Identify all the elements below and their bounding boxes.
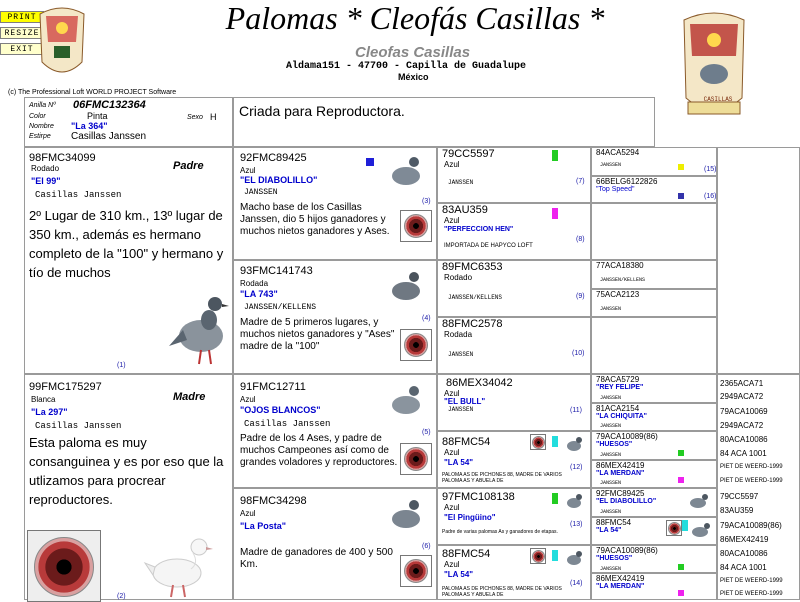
- g4-strain: JANSSEN: [600, 306, 622, 312]
- pigeon-photo-icon: [690, 520, 714, 540]
- g4-ring: 84ACA5294: [596, 148, 640, 157]
- ggp-color: Azul: [444, 389, 460, 398]
- color-marker-icon: [678, 564, 684, 570]
- gp-num: (5): [422, 429, 431, 436]
- ggp-ring: 83AU359: [442, 204, 488, 216]
- eye-photo-frame: [400, 443, 432, 475]
- ggp-color: Azul: [444, 216, 460, 225]
- owner-address: Aldama151 - 47700 - Capilla de Guadalupe: [286, 61, 527, 72]
- ggp-name: "LA 54": [444, 458, 474, 467]
- g4-ring: 79ACA10089(86): [596, 546, 658, 555]
- sex-label: Sexo: [187, 114, 203, 121]
- g5-ring: 79ACA10069: [720, 407, 768, 416]
- g4-name: "LA MERDAN": [596, 470, 645, 477]
- g4-name: "LA CHIQUITA": [596, 413, 647, 420]
- eye-photo-frame: [27, 530, 101, 602]
- gp-description: Madre de ganadores de 400 y 500 Km.: [240, 547, 393, 570]
- g5-ring: 80ACA10086: [720, 435, 768, 444]
- g5-ring: 84 ACA 1001: [720, 563, 767, 572]
- g4-ring: 77ACA18380: [596, 261, 644, 270]
- gp-name: "EL DIABOLILLO": [240, 175, 318, 185]
- color-marker-icon: [678, 164, 684, 170]
- gp-num: (6): [422, 543, 431, 550]
- g4-name: "LA MERDAN": [596, 583, 645, 590]
- gp-3-box: [233, 374, 437, 488]
- g4-4-box: [591, 289, 717, 317]
- ggp-7-box: [437, 488, 591, 545]
- color-marker-icon: [678, 450, 684, 456]
- g5-ring: 79CC5597: [720, 492, 759, 501]
- color-marker-icon: [552, 436, 558, 447]
- g4-ring: 79ACA10089(86): [596, 432, 658, 441]
- g4-num: (15): [704, 166, 717, 173]
- eye-photo-frame: [400, 329, 432, 361]
- g5-ring: PIET DE WEERD-1999: [720, 464, 783, 470]
- ggp-num: (9): [576, 293, 585, 300]
- g5-ring: 79ACA10089(86): [720, 521, 782, 530]
- left-crest-icon: [32, 2, 92, 84]
- ggp-strain: Padre de varias palomas As y ganadores de etapas.: [442, 529, 558, 535]
- color-marker-icon: [552, 208, 558, 219]
- gp-num: (3): [422, 198, 431, 205]
- ggp-ring: 88FMC2578: [442, 318, 503, 330]
- ggp-num: (14): [570, 580, 583, 587]
- gp-color: Rodada: [240, 279, 269, 288]
- mother-color: Blanca: [31, 395, 56, 404]
- gp-color: Azul: [240, 509, 256, 518]
- g4-ring: 78ACA5729: [596, 375, 640, 384]
- g4-ring: 66BELG6122826: [596, 177, 658, 186]
- gp-color: Azul: [240, 166, 256, 175]
- mother-num: (2): [117, 593, 126, 600]
- ggp-color: Azul: [444, 160, 460, 169]
- g5-ring: 80ACA10086: [720, 549, 768, 558]
- g4-12-box: [591, 573, 717, 600]
- pigeon-photo-icon: [688, 491, 712, 511]
- subject-strain: Casillas Janssen: [71, 131, 147, 142]
- ggp-name: "EL BULL": [444, 397, 486, 406]
- g5-ring: 2949ACA72: [720, 421, 764, 430]
- g5-ring: PIET DE WEERD-1999: [720, 478, 783, 484]
- ggp-num: (13): [570, 521, 583, 528]
- ggp-ring: 88FMC54: [442, 548, 491, 560]
- ggp-ring: 97FMC108138: [442, 491, 515, 503]
- ggp-color: Rodada: [444, 330, 473, 339]
- ggp-strain: JANSSEN: [448, 406, 474, 413]
- mother-description: Esta paloma es muy consanguinea y es por eso que la utlizamos para procrear reproductores.: [29, 435, 224, 507]
- owner-country: México: [398, 72, 429, 82]
- eye-photo-frame: [400, 555, 432, 587]
- eye-icon: [34, 537, 94, 597]
- father-num: (1): [117, 362, 126, 369]
- g4-ring: 75ACA2123: [596, 290, 640, 299]
- g4-8-box: [591, 460, 717, 488]
- ggp-3-box: [437, 260, 591, 317]
- eye-icon: [404, 333, 428, 357]
- subject-note: Criada para Reproductora.: [239, 103, 405, 119]
- gp-name: "LA 743": [240, 289, 278, 299]
- ggp-ring: 86MEX34042: [446, 377, 513, 389]
- gp-4-box: [233, 488, 437, 600]
- g4-name: "HUESOS": [596, 555, 633, 562]
- ggp-num: (11): [570, 407, 582, 414]
- color-marker-icon: [552, 550, 558, 561]
- g4-10-box: [591, 517, 717, 545]
- g4-ring: 81ACA2154: [596, 404, 640, 413]
- right-crest-icon: [680, 10, 748, 130]
- g5-ring: PIET DE WEERD-1999: [720, 591, 783, 597]
- eye-icon: [404, 447, 428, 471]
- ggp-ring: 89FMC6353: [442, 261, 503, 273]
- ggp-name: "PERFECCION HEN": [444, 226, 514, 233]
- gp-name: "La Posta": [240, 521, 287, 531]
- ggp-name: "El Pingüino": [444, 513, 496, 522]
- gp-strain: JANSSEN/KELLENS: [244, 303, 317, 312]
- gp-ring: 91FMC12711: [240, 381, 306, 393]
- gp-strain: Casillas Janssen: [244, 419, 331, 429]
- g4-11-box: [591, 545, 717, 573]
- g4-strain: JANSSEN: [600, 162, 622, 168]
- ggp-8-box: [437, 545, 591, 600]
- color-marker-icon: [678, 477, 684, 483]
- crest-text: CASILLAS: [703, 96, 733, 103]
- eye-photo-frame: [530, 434, 546, 450]
- ggp-ring: 88FMC54: [442, 436, 491, 448]
- g4-name: "HUESOS": [596, 441, 633, 448]
- print-button[interactable]: PRINT: [0, 11, 44, 23]
- g4-2-box: [591, 176, 717, 203]
- g4-ring: 92FMC89425: [596, 489, 645, 498]
- ggp-4-box: [437, 317, 591, 374]
- gp-num: (4): [422, 315, 431, 322]
- strain-label: Estirpe: [29, 133, 51, 140]
- color-marker-icon: [678, 590, 684, 596]
- pigeon-photo-icon: [165, 288, 233, 370]
- ggp-strain: PALOMA AS DE PICHONES 88, MADRE DE VARIOS PALOMA AS Y ABUELA DE: [442, 472, 562, 484]
- name-label: Nombre: [29, 123, 54, 130]
- pigeon-photo-icon: [384, 150, 428, 194]
- subject-color: Pinta: [87, 111, 108, 121]
- father-description: 2º Lugar de 310 km., 13º lugar de 350 km., además es hermano completo de la "100" y hermano y tío de muchos: [29, 208, 224, 280]
- page-title: Palomas * Cleofás Casillas *: [225, 0, 605, 36]
- ggp-strain: PALOMA AS DE PICHONES 88, MADRE DE VARIOS PALOMA AS Y ABUELA DE: [442, 586, 562, 598]
- g5-ring: 2365ACA71: [720, 379, 764, 388]
- ggp-num: (8): [576, 236, 585, 243]
- g4-strain: JANSSEN: [600, 509, 622, 515]
- subject-note-box: [233, 97, 655, 147]
- gp-2-box: [233, 260, 437, 374]
- subject-name: "La 364": [71, 121, 108, 131]
- ggp-color: Azul: [444, 560, 460, 569]
- g5-column: [717, 374, 800, 600]
- subject-sex: H: [210, 112, 217, 122]
- eye-photo-frame: [530, 548, 546, 564]
- ggp-num: (7): [576, 178, 585, 185]
- pigeon-photo-icon: [564, 491, 586, 511]
- g4-ring: 88FMC54: [596, 518, 632, 527]
- g4-name: "LA 54": [596, 527, 622, 534]
- ggp-color: Azul: [444, 448, 460, 457]
- g4-1-box: [591, 147, 717, 176]
- g4-name: "EL DIABOLILLO": [596, 498, 657, 505]
- eye-photo-frame: [666, 520, 682, 536]
- eye-icon: [404, 559, 428, 583]
- pigeon-photo-icon: [564, 548, 586, 568]
- gp-ring: 93FMC141743: [240, 265, 313, 277]
- g4-empty-box: [591, 317, 717, 374]
- g4-7-box: [591, 431, 717, 460]
- g5-ring: PIET DE WEERD-1999: [720, 578, 783, 584]
- ggp-6-box: [437, 431, 591, 488]
- subject-box: [24, 97, 233, 147]
- gp-ring: 92FMC89425: [240, 152, 307, 164]
- gp-ring: 98FMC34298: [240, 495, 307, 507]
- g4-ring: 86MEX42419: [596, 574, 645, 583]
- ggp-2-box: [437, 203, 591, 260]
- g5-ring: 83AU359: [720, 506, 754, 515]
- eye-icon: [532, 436, 545, 449]
- pigeon-photo-icon: [384, 265, 428, 309]
- gp-description: Macho base de los Casillas Janssen, dio 5 hijos ganadores y muchos nietos ganadores y Ases.: [240, 202, 390, 237]
- gp-color: Azul: [240, 395, 256, 404]
- g4-strain: JANSSEN: [600, 395, 622, 401]
- g4-ring: 86MEX42419: [596, 461, 645, 470]
- g5-ring: 84 ACA 1001: [720, 449, 767, 458]
- father-name: "El 99": [31, 176, 61, 186]
- pigeon-photo-icon: [384, 379, 428, 423]
- g4-strain: JANSSEN: [600, 452, 622, 458]
- mother-role: Madre: [173, 391, 206, 403]
- gp-strain: JANSSEN: [244, 188, 278, 197]
- g4-strain: JANSSEN/KELLENS: [600, 277, 646, 283]
- white-pigeon-photo-icon: [143, 523, 221, 601]
- g4-9-box: [591, 488, 717, 517]
- mother-ring: 99FMC175297: [29, 381, 102, 393]
- father-box: [24, 147, 233, 374]
- father-color: Rodado: [31, 164, 60, 173]
- g4-strain: JANSSEN: [600, 480, 622, 486]
- subject-ring: 06FMC132364: [73, 99, 146, 111]
- father-ring: 98FMC34099: [29, 152, 96, 164]
- ggp-5-box: [437, 374, 591, 431]
- g4-strain: JANSSEN: [600, 566, 622, 572]
- mother-box: [24, 374, 233, 600]
- copyright-text: (c) The Professional Loft WORLD PROJECT Software: [8, 89, 177, 96]
- color-marker-icon: [366, 158, 374, 166]
- eye-icon: [668, 522, 681, 535]
- g4-name: "Top Speed": [596, 186, 635, 193]
- gp-name: "OJOS BLANCOS": [240, 405, 321, 415]
- ggp-color: Rodado: [444, 273, 473, 282]
- ggp-strain: IMPORTADA DE HAPYCO LOFT: [444, 243, 533, 249]
- g4-strain: JANSSEN: [600, 423, 622, 429]
- color-marker-icon: [678, 193, 684, 199]
- pigeon-photo-icon: [384, 493, 428, 537]
- eye-photo-frame: [400, 210, 432, 242]
- owner-name: Cleofas Casillas: [355, 44, 471, 61]
- mother-name: "La 297": [31, 407, 68, 417]
- ggp-color: Azul: [444, 503, 460, 512]
- ggp-name: "LA 54": [444, 570, 474, 579]
- color-marker-icon: [552, 493, 558, 504]
- father-strain: Casillas Janssen: [35, 190, 122, 200]
- ggp-1-box: [437, 147, 591, 203]
- resize-button[interactable]: RESIZE: [0, 27, 44, 39]
- g4-name: "REY FELIPE": [596, 384, 644, 391]
- mother-strain: Casillas Janssen: [35, 421, 122, 431]
- pigeon-photo-icon: [564, 434, 586, 454]
- gp-description: Padre de los 4 Ases, y padre de muchos Campeones así como de grandes voladores y reproductores.: [240, 433, 398, 468]
- ggp-strain: JANSSEN: [448, 351, 474, 358]
- g4-5-box: [591, 374, 717, 403]
- g4-6-box: [591, 403, 717, 431]
- ggp-num: (10): [572, 350, 585, 357]
- color-marker-icon: [682, 520, 688, 531]
- eye-icon: [404, 214, 428, 238]
- ggp-num: (12): [570, 464, 583, 471]
- g4-empty-box: [591, 203, 717, 260]
- g5-ring: 2949ACA72: [720, 392, 764, 401]
- ggp-strain: JANSSEN: [448, 179, 474, 186]
- color-marker-icon: [552, 150, 558, 161]
- gp-1-box: [233, 147, 437, 260]
- g5-ring: 86MEX42419: [720, 535, 769, 544]
- ggp-strain: JANSSEN/KELLENS: [448, 294, 503, 301]
- father-role: Padre: [173, 160, 204, 172]
- gp-description: Madre de 5 primeros lugares, y muchos nietos ganadores y "Ases" madre de la "100": [240, 317, 395, 352]
- g4-num: (16): [704, 193, 717, 200]
- ggp-ring: 79CC5597: [442, 148, 495, 160]
- g5-empty-box: [717, 147, 800, 374]
- color-label: Color: [29, 113, 46, 120]
- ring-label: Anilla Nº: [29, 102, 56, 109]
- exit-button[interactable]: EXIT: [0, 43, 44, 55]
- g4-3-box: [591, 260, 717, 289]
- eye-icon: [532, 550, 545, 563]
